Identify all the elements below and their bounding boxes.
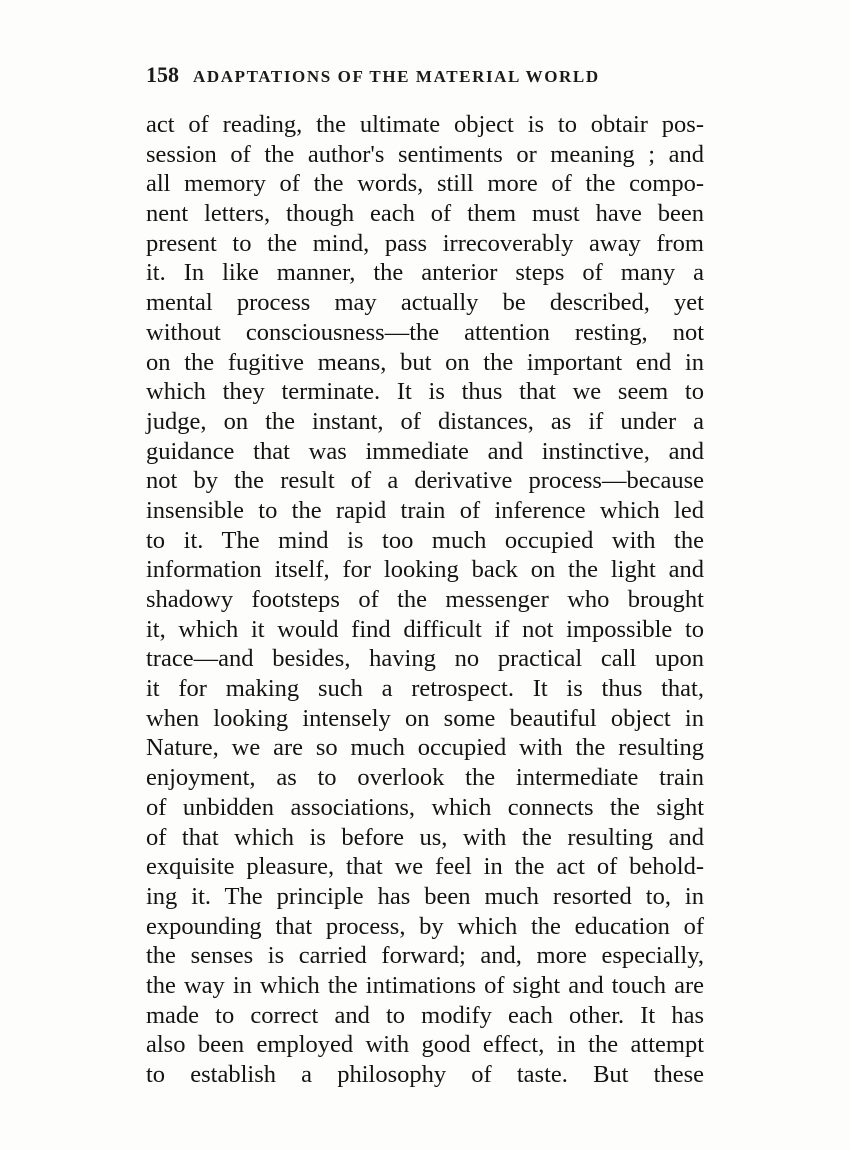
text-line: Nature, we are so much occupied with the resulting	[146, 734, 704, 762]
text-line: which they terminate. It is thus that we seem to	[146, 378, 704, 406]
text-line: when looking intensely on some beautiful object in	[146, 704, 704, 732]
text-line: session of the author's sentiments or meaning ; and	[146, 140, 704, 168]
text-line: trace—and besides, having no practical call upon	[146, 645, 704, 673]
text-line: mental process may actually be described, yet	[146, 289, 704, 317]
text-line: information itself, for looking back on the light and	[146, 556, 704, 584]
text-line: the way in which the intimations of sight and touch are	[146, 971, 704, 999]
page-number: 158	[146, 62, 179, 87]
text-line: insensible to the rapid train of inference which led	[146, 496, 704, 524]
text-line: act of reading, the ultimate object is to obtair pos-	[146, 111, 704, 138]
text-line: without consciousness—the attention resting, not	[146, 318, 704, 346]
text-line: expounding that process, by which the education of	[146, 912, 704, 940]
text-line: enjoyment, as to overlook the intermediate train	[146, 764, 704, 792]
body-text	[146, 110, 704, 1090]
text-line: ing it. The principle has been much resorted to, in	[146, 882, 704, 910]
text-line: also been employed with good effect, in the attempt	[146, 1031, 704, 1059]
text-line: to it. The mind is too much occupied with the	[146, 526, 704, 554]
text-line: present to the mind, pass irrecoverably away from	[146, 229, 704, 257]
text-line: made to correct and to modify each other. It has	[146, 1001, 704, 1029]
text-line: guidance that was immediate and instinctive, and	[146, 437, 704, 465]
text-line: it for making such a retrospect. It is thus that,	[146, 675, 704, 703]
text-line: it, which it would find difficult if not impossible to	[146, 615, 704, 643]
text-line: not by the result of a derivative process—because	[146, 467, 704, 495]
text-line: all memory of the words, still more of the compo-	[146, 170, 704, 198]
text-line: shadowy footsteps of the messenger who brought	[146, 586, 704, 613]
text-line: nent letters, though each of them must have been	[146, 200, 704, 228]
text-line: on the fugitive means, but on the important end in	[146, 348, 704, 376]
text-line: to establish a philosophy of taste. But these	[146, 1061, 704, 1088]
text-line: judge, on the instant, of distances, as if under a	[146, 407, 704, 435]
text-line: it. In like manner, the anterior steps of many a	[146, 259, 704, 287]
text-line: the senses is carried forward; and, more especially,	[146, 942, 704, 970]
text-line: of unbidden associations, which connects the sight	[146, 793, 704, 821]
text-line: of that which is before us, with the resulting and	[146, 823, 704, 851]
text-line: exquisite pleasure, that we feel in the act of behold-	[146, 853, 704, 881]
running-head	[146, 62, 706, 90]
running-title: ADAPTATIONS OF THE MATERIAL WORLD	[193, 67, 600, 86]
